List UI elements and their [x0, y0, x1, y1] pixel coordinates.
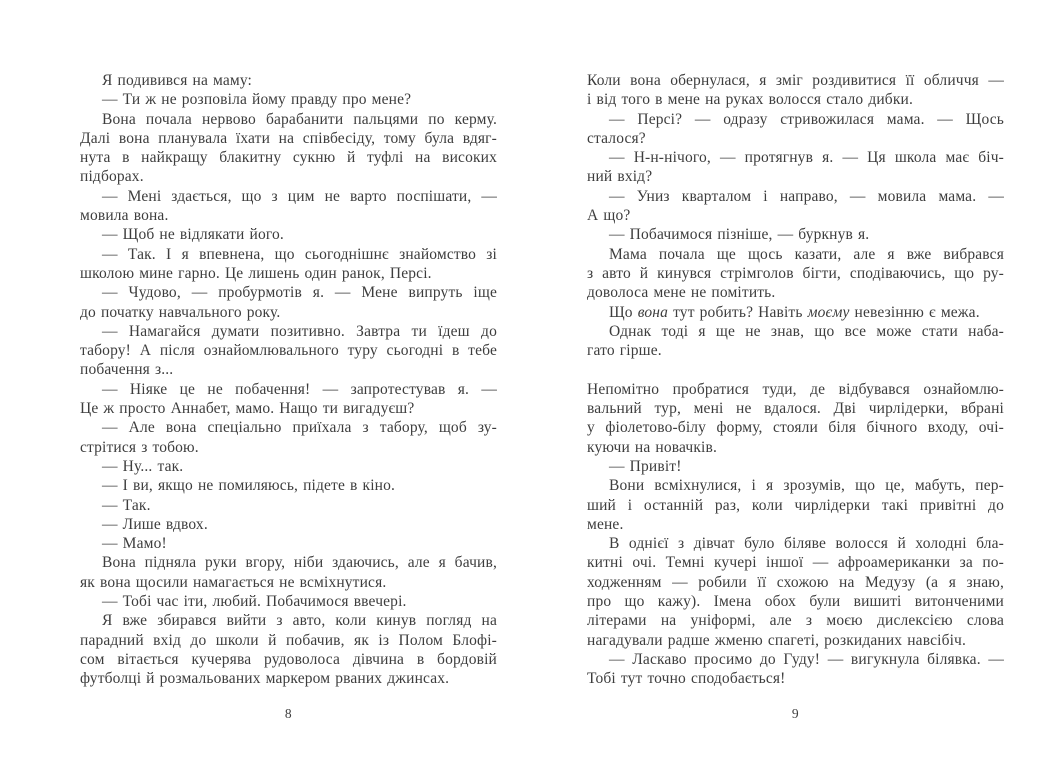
text-line: школою мине гарно. Це лишень один ранок, Персі.	[80, 264, 432, 282]
text-line: Що вона тут робить? Навіть моєму невезінню є межа.	[609, 303, 980, 321]
text-line: — Персі? — одразу стривожилася мама. — Щось	[609, 110, 1004, 128]
text-line: до початку навчального року.	[80, 303, 281, 321]
text-line: — Ласкаво просимо до Гуду! — вигукнула білявка. —	[609, 650, 1004, 668]
text-line: літерами на уніформі, але з моєю дислексією слова	[587, 612, 1004, 630]
text-line: мовила вона.	[80, 207, 169, 225]
text-line: — Так. І я впевнена, що сьогоднішнє знайомство зі	[102, 245, 497, 263]
text-line: — Н-н-нічого, — протягнув я. — Ця школа має біч-	[609, 149, 1004, 167]
text-line: ходженням — робили її схожою на Медузу (а я знаю,	[587, 573, 1004, 591]
text-line: — Лише вдвох.	[102, 515, 208, 533]
text-line: і від того в мене на руках волосся стало дибки.	[587, 91, 913, 109]
page-number-right: 9	[791, 705, 800, 721]
text-line: сталося?	[587, 129, 646, 147]
text-line: доволоса мене не помітить.	[587, 284, 776, 302]
text-line: підборах.	[80, 168, 144, 186]
blank-line	[587, 360, 1004, 379]
text-line: — Ніяке це не побачення! — запротестував я. —	[102, 380, 497, 398]
text-line: Коли вона обернулася, я зміг роздивитися її обличчя —	[587, 72, 1004, 89]
text-line: у фіолетово-білу форму, стояли біля бічного входу, очі-	[587, 419, 1004, 437]
text-line: — Мені здається, що з цим не варто поспішати, —	[102, 187, 497, 205]
book-page-left	[80, 71, 497, 722]
text-line: табору! А після ознайомлювального туру сьогодні в тебе	[80, 342, 497, 360]
text-line: мене.	[587, 515, 624, 533]
text-line: нагадували радше жменю спагеті, розкиданих навсібіч.	[587, 631, 967, 649]
text-line: стрітися з тобою.	[80, 438, 199, 456]
text-line: ний вхід?	[587, 168, 653, 186]
text-line: куючи на новачків.	[587, 438, 718, 456]
text-line: китні очі. Темні кучері іншої — афроамериканки за по-	[587, 554, 1004, 572]
page-number-left: 8	[284, 705, 293, 721]
text-line: Мама почала ще щось казати, але я вже вибрався	[609, 245, 1004, 263]
text-line: з авто й кинувся стрімголов бігти, сподіваючись, що ру-	[587, 264, 1004, 282]
text-line: футболці й розмальованих маркером рваних джинсах.	[80, 670, 450, 688]
text-line: сом вітається кучерява рудоволоса дівчина в бордовій	[80, 650, 497, 668]
text-line: нута в найкращу блакитну сукню й туфлі на високих	[80, 149, 497, 167]
text-line: парадний вхід до школи й побачив, як із Полом Блофі-	[80, 631, 497, 649]
text-line: — Щоб не відлякати його.	[102, 226, 284, 244]
text-line: Тобі тут точно сподобається!	[587, 670, 786, 688]
text-line: В однієї з дівчат було біляве волосся й холодні бла-	[609, 535, 1004, 553]
book-page-right	[587, 71, 1004, 722]
text-line: — Намагайся думати позитивно. Завтра ти їдеш до	[102, 322, 497, 340]
text-line: Я подивився на маму:	[102, 72, 253, 89]
text-line: Далі вона планувала їхати на співбесіду, тому була вдяг-	[80, 129, 497, 147]
text-line: — Ну... так.	[102, 457, 184, 475]
text-line: про що кажу). Імена обох були вишиті витонченими	[587, 593, 1004, 611]
page-text-left	[80, 71, 497, 689]
text-line: — Побачимося пізніше, — буркнув я.	[609, 226, 870, 244]
text-line: — Ти ж не розповіла йому правду про мене?	[102, 91, 412, 109]
text-line: Я вже збирався вийти з авто, коли кинув погляд на	[102, 612, 497, 630]
text-line: — Так.	[102, 496, 151, 514]
text-line: — Мамо!	[102, 535, 167, 553]
text-line: — І ви, якщо не помиляюсь, підете в кіно.	[102, 477, 396, 495]
text-line: — Тобі час іти, любий. Побачимося ввечері.	[102, 593, 407, 611]
text-line: побачення з...	[80, 361, 174, 379]
text-line: вальний тур, мені не вдалося. Дві чирлідерки, вбрані	[587, 400, 1004, 418]
text-line: — Привіт!	[609, 457, 682, 475]
text-line: Це ж просто Аннабет, мамо. Нащо ти вигадуєш?	[80, 400, 415, 418]
page-text-right	[587, 71, 1004, 689]
text-line: Вона підняла руки вгору, ніби здаючись, але я бачив,	[102, 554, 497, 572]
text-line: Однак тоді я ще не знав, що все може стати наба-	[609, 322, 1004, 340]
text-line: як вона щосили намагається не всміхнутися.	[80, 573, 387, 591]
text-line: — Униз кварталом і направо, — мовила мама. —	[609, 187, 1004, 205]
text-line: А що?	[587, 207, 631, 225]
text-line: — Чудово, — пробурмотів я. — Мене випруть іще	[102, 284, 497, 302]
text-line: Вона почала нервово барабанити пальцями по керму.	[102, 110, 497, 128]
text-line: гато гірше.	[587, 342, 662, 360]
text-line: Непомітно пробратися туди, де відбувався ознайомлю-	[587, 380, 1004, 398]
text-line: ший і останній раз, коли чирлідерки такі привітні до	[587, 496, 1004, 514]
text-line: Вони всміхнулися, і я зрозумів, що це, мабуть, пер-	[609, 477, 1004, 495]
text-line: — Але вона спеціально приїхала з табору, щоб зу-	[102, 419, 497, 437]
